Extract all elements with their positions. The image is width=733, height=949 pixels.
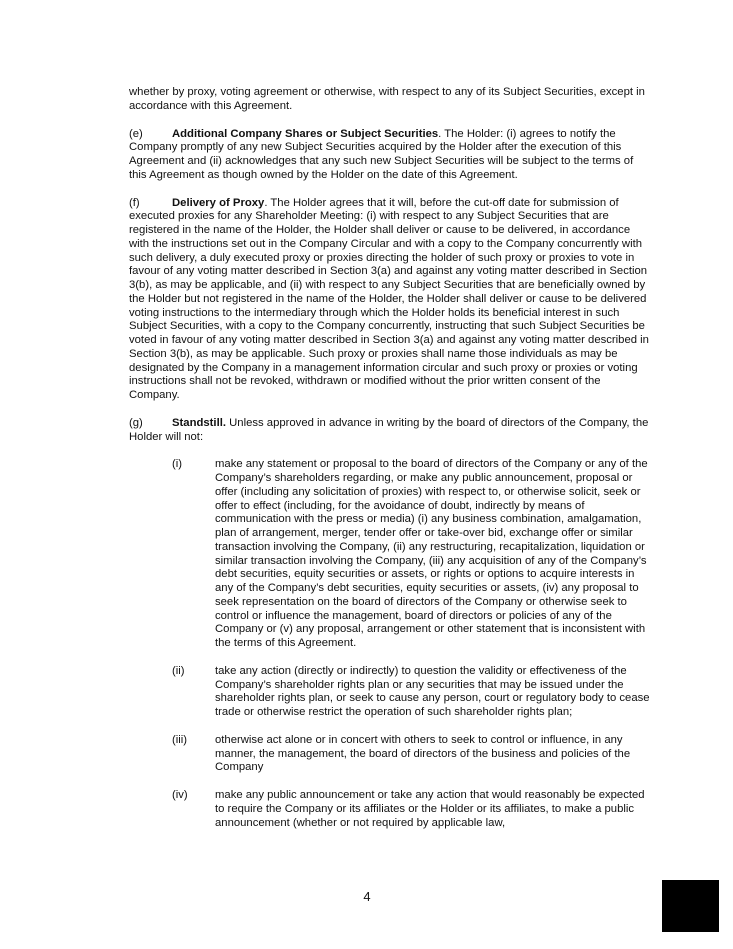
subitem-iv — [172, 789, 651, 830]
redaction-box — [662, 880, 719, 932]
section-label: (e) — [129, 127, 143, 140]
section-e — [129, 128, 651, 183]
section-heading: Standstill. — [172, 416, 226, 429]
section-text: Unless approved in advance in writing by the board of directors of the Company, the Holder will not: — [129, 416, 649, 443]
subitem-number: (iv) — [172, 789, 188, 801]
section-heading-suffix: . — [438, 127, 442, 140]
subitem-text: make any statement or proposal to the board of directors of the Company or any of the Company’s shareholders regarding, or make any public announcement, proposal or offer (including any solicitation of proxies) with respect to, or otherwise solicit, seek or offer to effect (including, for the avoidance of doubt, indirectly by means of communication with the press or media) (i) any business combination, amalgamation, plan of arrangement, merger, tender offer or take-over bid, exchange offer or similar transaction involving the Company, (ii) any restructuring, recapitalization, liquidation or similar transaction involving the Company, (iii) any acquisition of any of the Company’s debt securities, equity securities or assets, or rights or options to acquire interests in any of the Company’s debt securities, equity securities or assets, (iv) any proposal to seek representation on the board of directors of the Company or otherwise seek to control or influence the management, board of directors or policies of any of the Company or (v) any proposal, arrangement or other statement that is inconsistent with the terms of this Agreement. — [215, 458, 648, 649]
section-heading: Delivery of Proxy — [172, 196, 265, 209]
subitem-number: (iii) — [172, 733, 188, 746]
section-label: (f) — [129, 196, 140, 209]
subitem-text: take any action (directly or indirectly) to question the validity or effectiveness of the Company’s shareholder rights plan or any securities that may be issued under the shareholder rights plan, or seek to cause any person, court or regulatory body to cease trade or otherwise restrict the operation of such shareholder rights plan; — [215, 664, 650, 718]
document-body — [129, 86, 651, 844]
subitem-text: make any public announcement or take any action that would reasonably be expected to require the Company or its affiliates or the Holder or its affiliates, to make a public announcement (whether or not required by applicable law, — [215, 789, 645, 829]
section-label: (g) — [129, 416, 143, 429]
subitem-text: otherwise act alone or in concert with others to seek to control or influence, in any manner, the management, the board of directors of the business and policies of the Company — [215, 733, 631, 774]
section-text: The Holder agrees that it will, before the cut-off date for submission of executed proxies for any Shareholder Meeting: (i) with respect to any Subject Securities that are registered in the name of the Holder, the Holder shall deliver or cause to be delivered, in accordance with the instructions set out in the Company Circular and with a copy to the Company concurrently with such delivery, a duly executed proxy or proxies directing the holder of such proxy or proxies to vote in favour of any voting matter described in Section 3(a) and against any voting matter described in Section 3(b), as may be applicable, and (ii) with respect to any Subject Securities that are beneficially owned by the Holder but not registered in the name of the Holder, the Holder shall deliver or cause to be delivered voting instructions to the intermediary through which the Holder holds its beneficial interest in such Subject Securities, with a copy to the Company concurrently, instructing that such Subject Securities be voted in favour of any voting matter described in Section 3(a) and against any voting matter described in Section 3(b), as may be applicable. Such proxy or proxies shall name those individuals as may be designated by the Company in a management information circular and such proxy or proxies or voting instructions shall not be revoked, withdrawn or modified without the prior written consent of the Company. — [129, 196, 649, 401]
section-text: The Holder: (i) agrees to notify the Company promptly of any new Subject Securities acquired by the Holder after the execution of this Agreement and (ii) acknowledges that any such new Subject Securities will be subject to the terms of this Agreement as though owned by the Holder on the date of this Agreement. — [129, 127, 634, 181]
opening-paragraph: whether by proxy, voting agreement or otherwise, with respect to any of its Subject Securities, except in accordance with this Agreement. — [129, 86, 645, 112]
subitem-i — [172, 458, 651, 651]
section-heading: Additional Company Shares or Subject Securities — [172, 127, 439, 140]
subitem-iii — [172, 733, 651, 775]
subitem-number: (ii) — [172, 664, 185, 677]
subitem-ii — [172, 664, 651, 720]
page-number: 4 — [363, 889, 371, 904]
subitem-number: (i) — [172, 458, 183, 471]
section-f — [129, 197, 651, 403]
section-heading-suffix: . — [264, 196, 268, 209]
section-g — [129, 417, 651, 445]
